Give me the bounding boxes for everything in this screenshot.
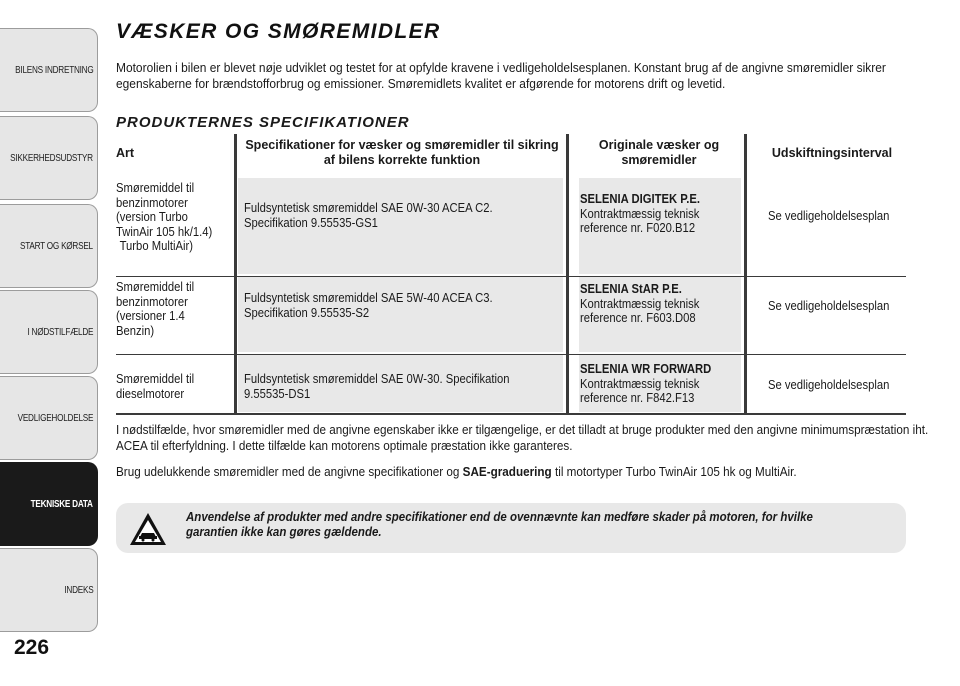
row1-art: Smøremiddel til benzinmotorer (version Turbo TwinAir 105 hk/1.4) Turbo MultiAir) xyxy=(116,181,213,253)
divider-1 xyxy=(234,134,237,414)
row3-art: Smøremiddel til dieselmotorer xyxy=(116,372,195,401)
header-interval: Udskiftningsinterval xyxy=(771,146,893,160)
row2-spec: Fuldsyntetisk smøremiddel SAE 5W-40 ACEA C3. Specifikation 9.55535-S2 xyxy=(244,291,493,320)
row3-orig: SELENIA WR FORWARD Kontraktmæssig teknisk reference nr. F842.F13 xyxy=(580,362,712,405)
page-number: 226 xyxy=(14,636,50,659)
warning-text: Anvendelse af produkter med andre specifikationer end de ovennævnte kan medføre skader på motoren, for hvilke garantien ikke kan gøres gældende. xyxy=(186,510,813,539)
tab-i-nodstilfaelde[interactable]: I NØDSTILFÆLDE xyxy=(0,290,98,374)
tab-vedligeholdelse[interactable]: VEDLIGEHOLDELSE xyxy=(0,376,98,460)
divider-3 xyxy=(744,134,747,414)
table-bottom-line xyxy=(116,413,906,415)
tab-bilens-indretning[interactable]: BILENS INDRETNING xyxy=(0,28,98,112)
section-subtitle: PRODUKTERNES SPECIFIKATIONER xyxy=(116,114,410,131)
intro-paragraph: Motorolien i bilen er blevet nøje udviklet og testet for at opfylde kravene i vedligeholdelsesplanen. Konstant brug af de angivne smøremidler sikrer egenskaberne for brændstofforbrug og emissioner. Smøremidlets kvalitet er afgørende for motorens drift og levetid. xyxy=(116,60,886,91)
tab-indeks[interactable]: INDEKS xyxy=(0,548,98,632)
row1-orig: SELENIA DIGITEK P.E. Kontraktmæssig teknisk reference nr. F020.B12 xyxy=(580,192,701,235)
row-divider-1 xyxy=(116,276,906,277)
header-orig: Originale væsker og smøremidler xyxy=(598,138,720,167)
row1-spec: Fuldsyntetisk smøremiddel SAE 0W-30 ACEA C2. Specifikation 9.55535-GS1 xyxy=(244,201,493,230)
tab-tekniske-data[interactable]: TEKNISKE DATA xyxy=(0,462,98,546)
tab-start-og-korsel[interactable]: START OG KØRSEL xyxy=(0,204,98,288)
note-sae: Brug udelukkende smøremidler med de angivne specifikationer og SAE-graduering til motortyper Turbo TwinAir 105 hk og MultiAir. xyxy=(116,464,797,479)
row3-spec: Fuldsyntetisk smøremiddel SAE 0W-30. Specifikation 9.55535-DS1 xyxy=(244,372,510,401)
tab-sikkerhedsudstyr[interactable]: SIKKERHEDSUDSTYR xyxy=(0,116,98,200)
header-art: Art xyxy=(116,146,135,160)
row-divider-2 xyxy=(116,354,906,355)
row2-orig: SELENIA StAR P.E. Kontraktmæssig teknisk reference nr. F603.D08 xyxy=(580,282,700,325)
row2-art: Smøremiddel til benzinmotorer (versioner 1.4 Benzin) xyxy=(116,280,195,338)
divider-2 xyxy=(566,134,569,414)
page-title: VÆSKER OG SMØREMIDLER xyxy=(116,20,441,43)
row3-interval: Se vedligeholdelsesplan xyxy=(768,378,890,392)
warning-triangle-car-icon xyxy=(128,511,168,547)
row1-interval: Se vedligeholdelsesplan xyxy=(768,209,890,223)
note-emergency: I nødstilfælde, hvor smøremidler med de angivne egenskaber ikke er tilgængelige, er det tilladt at bruge produkter med den angivne minimumspræstation iht. ACEA til efterfyldning. I dette tilfælde kan motorens optimale præstation ikke garanteres. xyxy=(116,422,929,453)
row2-interval: Se vedligeholdelsesplan xyxy=(768,299,890,313)
warning-box xyxy=(116,503,906,553)
header-spec: Specifikationer for væsker og smøremidler til sikring af bilens korrekte funktion xyxy=(245,138,559,167)
